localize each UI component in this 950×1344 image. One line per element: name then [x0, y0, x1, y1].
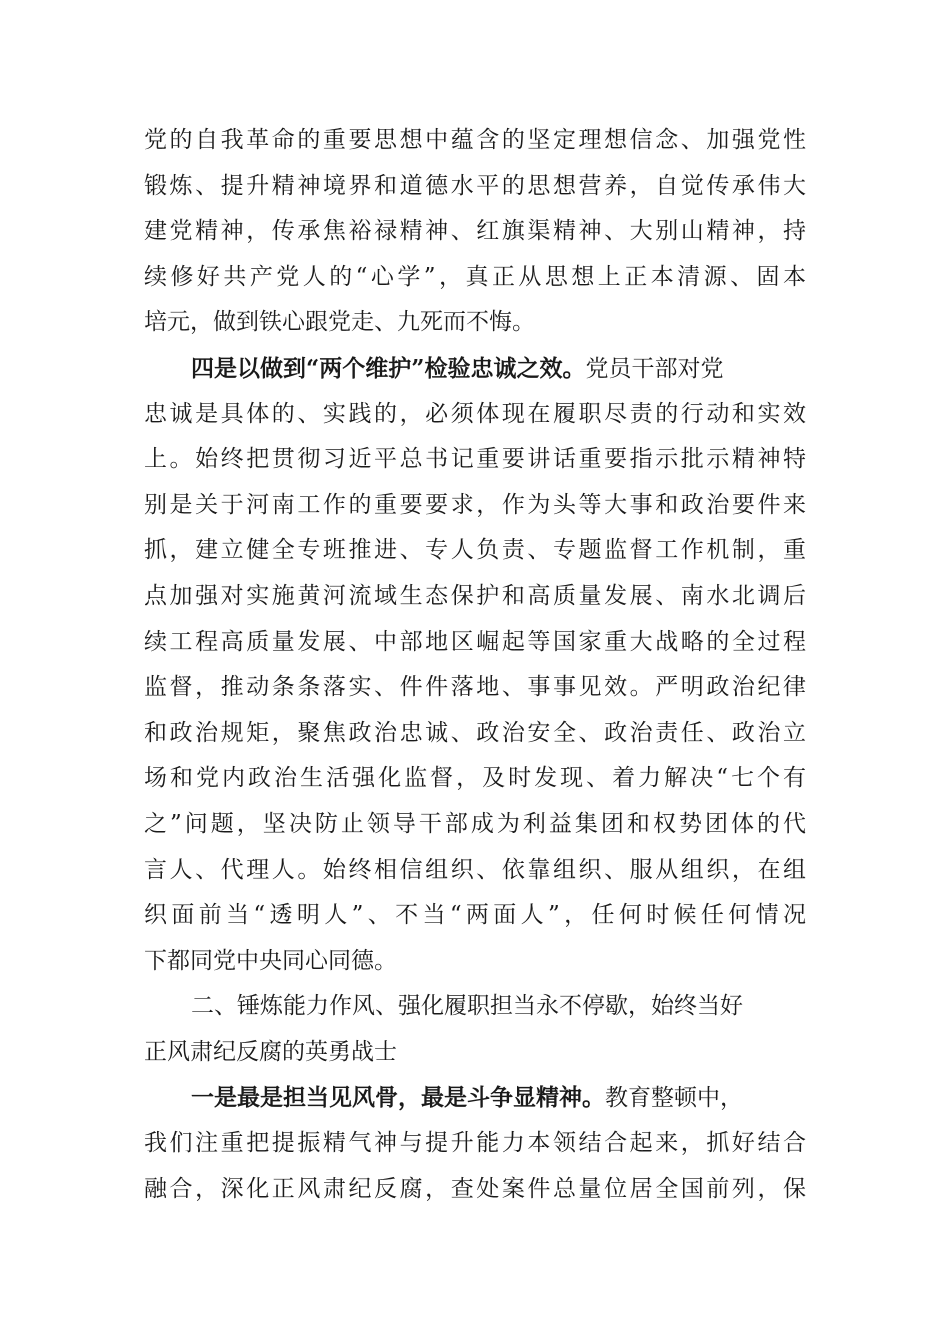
- text-line: 上。始终把贯彻习近平总书记重要讲话重要指示批示精神特: [144, 446, 806, 473]
- text-line: 织面前当“透明人”、不当“两面人”，任何时候任何情况: [144, 902, 806, 929]
- paragraph-2: [144, 346, 806, 984]
- paragraph-3: [144, 1075, 806, 1212]
- paragraph-1: [144, 118, 806, 346]
- text-line: 锻炼、提升精神境界和道德水平的思想营养，自觉传承伟大: [144, 172, 806, 199]
- heading-line: 二、锤炼能力作风、强化履职担当永不停歇，始终当好: [191, 993, 743, 1020]
- text-line: 融合，深化正风肃纪反腐，查处案件总量位居全国前列，保: [144, 1175, 806, 1202]
- text-line: 抓，建立健全专班推进、专人负责、专题监督工作机制，重: [144, 537, 806, 564]
- bold-lead-sentence: 四是以做到“两个维护”检验忠诚之效。: [191, 354, 586, 382]
- text-run: 党员干部对党: [585, 355, 724, 382]
- text-line: 忠诚是具体的、实践的，必须体现在履职尽责的行动和实效: [144, 400, 806, 427]
- text-line: 续修好共产党人的“心学”，真正从思想上正本清源、固本: [144, 263, 806, 290]
- text-line: [144, 346, 806, 392]
- text-line: 言人、代理人。始终相信组织、依靠组织、服从组织，在组: [144, 856, 806, 883]
- document-page: [144, 118, 806, 1212]
- text-line: 建党精神，传承焦裕禄精神、红旗渠精神、大别山精神，持: [144, 218, 806, 245]
- text-line: 下都同党中央同心同德。: [144, 947, 397, 974]
- text-line: 监督，推动条条落实、件件落地、事事见效。严明政治纪律: [144, 674, 806, 701]
- text-line: [144, 1075, 806, 1121]
- text-line: 党的自我革命的重要思想中蕴含的坚定理想信念、加强党性: [144, 127, 806, 153]
- text-line: 点加强对实施黄河流域生态保护和高质量发展、南水北调后: [144, 582, 806, 609]
- text-line: 之”问题，坚决防止领导干部成为利益集团和权势团体的代: [144, 810, 806, 837]
- text-line: 培元，做到铁心跟党走、九死而不悔。: [144, 309, 535, 336]
- text-line: 续工程高质量发展、中部地区崛起等国家重大战略的全过程: [144, 628, 806, 655]
- text-line: 我们注重把提振精气神与提升能力本领结合起来，抓好结合: [144, 1130, 806, 1157]
- section-heading: [144, 984, 806, 1075]
- heading-line: 正风肃纪反腐的英勇战士: [144, 1038, 397, 1065]
- text-line: 别是关于河南工作的重要要求，作为头等大事和政治要件来: [144, 491, 806, 518]
- text-line: 和政治规矩，聚焦政治忠诚、政治安全、政治责任、政治立: [144, 719, 806, 746]
- bold-lead-sentence: 一是最是担当见风骨，最是斗争显精神。: [191, 1084, 605, 1112]
- text-run: 教育整顿中，: [605, 1085, 743, 1112]
- text-line: 场和党内政治生活强化监督，及时发现、着力解决“七个有: [144, 765, 806, 792]
